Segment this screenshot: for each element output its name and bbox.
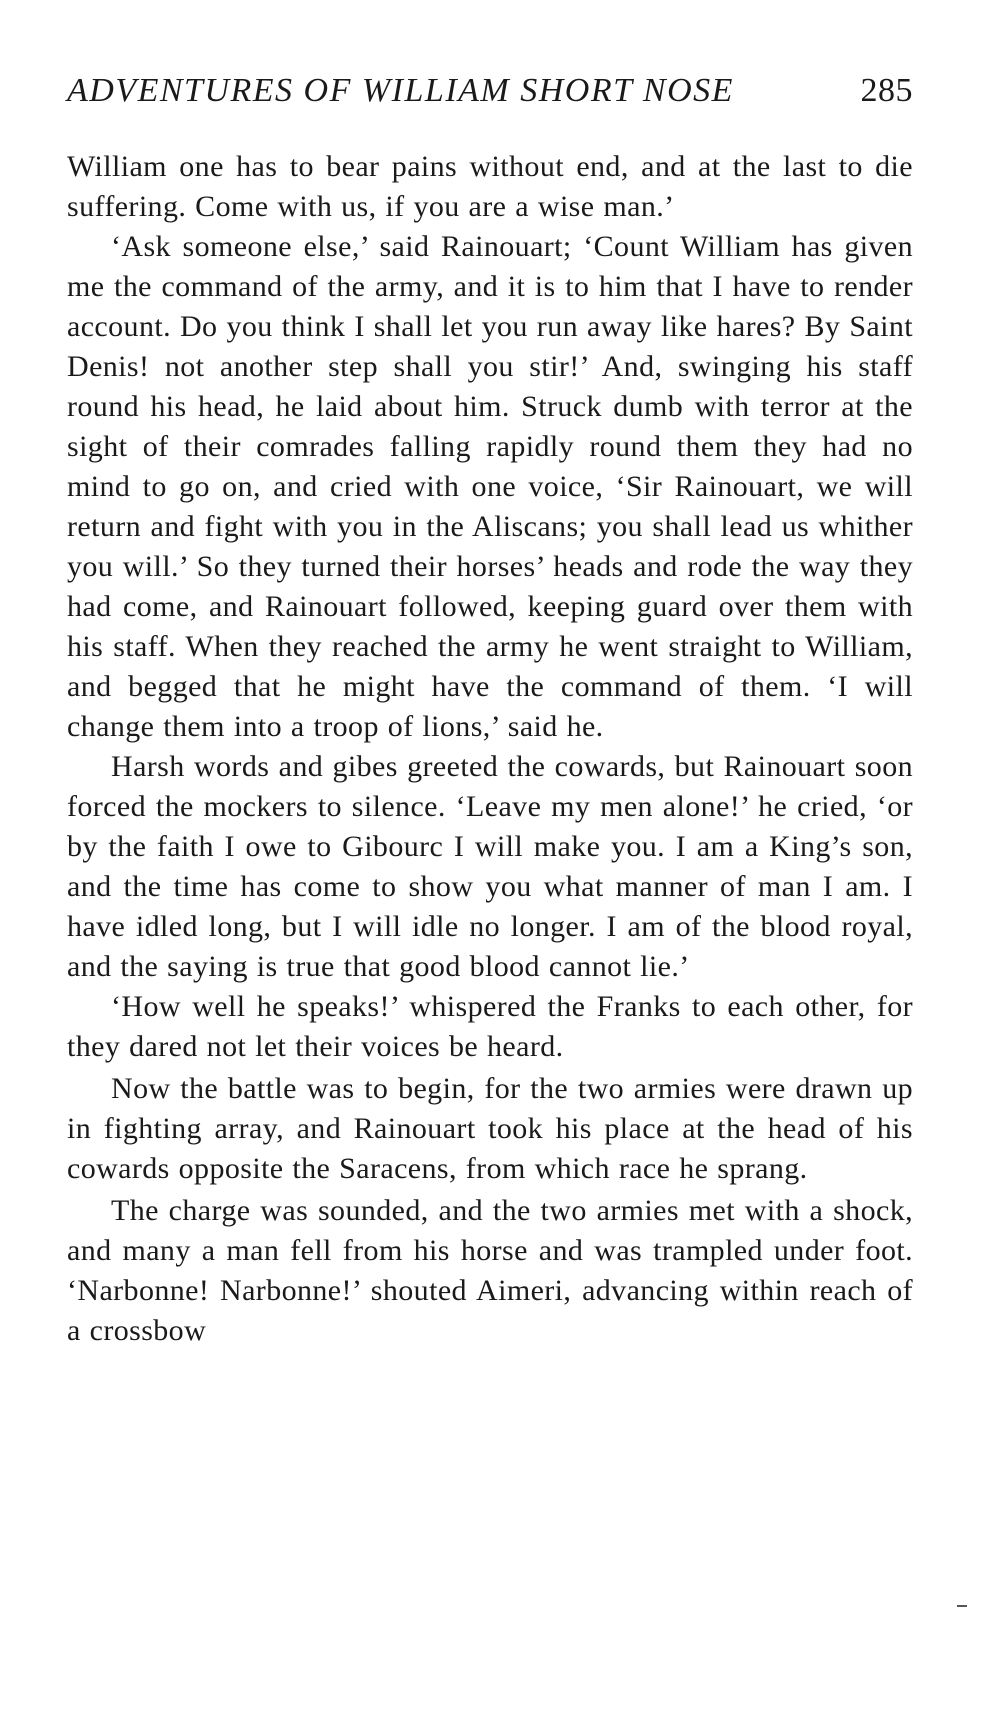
body-text	[67, 147, 913, 1351]
paragraph-6: The charge was sounded, and the two armies met with a shock, and many a man fell from his horse and was trampled under foot. ‘Narbonne! Narbonne!’ shouted Aimeri, advancing within reach of a crossbow	[67, 1194, 913, 1347]
page-number: 285	[860, 72, 913, 109]
paragraph-1: William one has to bear pains without end, and at the last to die suffering. Come with us, if you are a wise man.’	[67, 150, 913, 223]
margin-mark	[957, 1605, 967, 1607]
running-head	[67, 72, 913, 122]
running-title: ADVENTURES OF WILLIAM SHORT NOSE	[67, 72, 734, 109]
paragraph-4: ‘How well he speaks!’ whispered the Franks to each other, for they dared not let their voices be heard.	[67, 990, 913, 1063]
paragraph-5: Now the battle was to begin, for the two armies were drawn up in fighting array, and Rainouart took his place at the head of his cowards opposite the Saracens, from which race he sprang.	[67, 1072, 913, 1185]
paragraph-2: ‘Ask someone else,’ said Rainouart; ‘Count William has given me the command of the army, and it is to him that I have to render account. Do you think I shall let you run away like hares? By Saint Denis! not another step shall you stir!’ And, swinging his staff round his head, he laid about him. Struck dumb with terror at the sight of their comrades falling rapidly round them they had no mind to go on, and cried with one voice, ‘Sir Rainouart, we will return and fight with you in the Aliscans; you shall lead us whither you will.’ So they turned their horses’ heads and rode the way they had come, and Rainouart followed, keeping guard over them with his staff. When they reached the army he went straight to William, and begged that he might have the command of them. ‘I will change them into a troop of lions,’ said he.	[67, 230, 913, 743]
paragraph-3: Harsh words and gibes greeted the cowards, but Rainouart soon forced the mockers to silence. ‘Leave my men alone!’ he cried, ‘or by the faith I owe to Gibourc I will make you. I am a King’s son, and the time has come to show you what manner of man I am. I have idled long, but I will idle no longer. I am of the blood royal, and the saying is true that good blood cannot lie.’	[67, 750, 913, 983]
